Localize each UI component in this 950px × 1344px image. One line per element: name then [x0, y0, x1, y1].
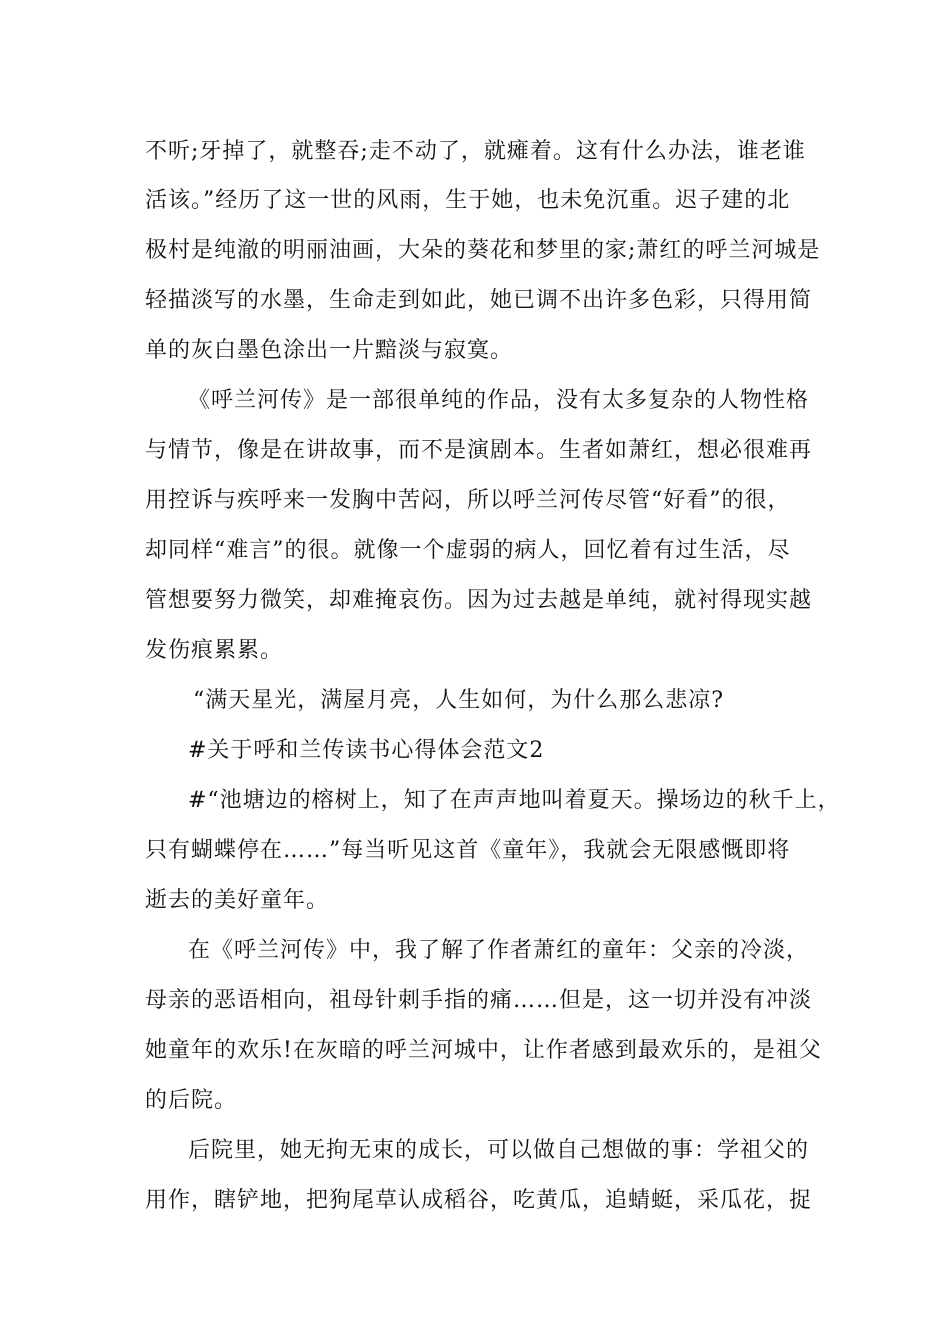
text-line: 母亲的恶语相向，祖母针刺手指的痛……但是，这一切并没有冲淡: [145, 988, 813, 1013]
text-line: 与情节，像是在讲故事，而不是演剧本。生者如萧红，想必很难再: [145, 438, 813, 463]
text-line: 单的灰白墨色涂出一片黯淡与寂寞。: [145, 338, 514, 363]
section-heading: #关于呼和兰传读书心得体会范文2: [188, 738, 545, 763]
text-line: 只有蝴蝶停在……”每当听见这首《童年》，我就会无限感慨即将: [145, 838, 791, 863]
text-line: 用作，瞎铲地，把狗尾草认成稻谷，吃黄瓜，追蜻蜓，采瓜花，捉: [145, 1188, 813, 1213]
text-line: 逝去的美好童年。: [145, 888, 330, 913]
text-line: 轻描淡写的水墨，生命走到如此，她已调不出许多色彩，只得用简: [145, 288, 813, 313]
text-line: 她童年的欢乐!在灰暗的呼兰河城中，让作者感到最欢乐的，是祖父: [145, 1038, 822, 1063]
text-line: 不听;牙掉了，就整吞;走不动了，就瘫着。这有什么办法，谁老谁: [145, 139, 806, 164]
paragraph-start-line: 后院里，她无拘无束的成长，可以做自己想做的事：学祖父的: [188, 1138, 810, 1163]
text-line: 用控诉与疾呼来一发胸中苦闷，所以呼兰河传尽管“好看”的很，: [145, 488, 791, 513]
text-line: 极村是纯澈的明丽油画，大朵的葵花和梦里的家;萧红的呼兰河城是: [145, 238, 821, 263]
paragraph-start-line: #“池塘边的榕树上，知了在声声地叫着夏天。操场边的秋千上，: [188, 788, 841, 813]
paragraph-start-line: 《呼兰河传》是一部很单纯的作品，没有太多复杂的人物性格: [188, 388, 810, 413]
text-line: 发伤痕累累。: [145, 638, 284, 663]
quote-line: “满天星光，满屋月亮，人生如何，为什么那么悲凉?: [193, 688, 725, 713]
text-line: 管想要努力微笑，却难掩哀伤。因为过去越是单纯，就衬得现实越: [145, 588, 813, 613]
text-line: 活该。”经历了这一世的风雨，生于她，也未免沉重。迟子建的北: [145, 188, 791, 213]
paragraph-start-line: 在《呼兰河传》中，我了解了作者萧红的童年：父亲的冷淡，: [188, 938, 810, 963]
text-line: 却同样“难言”的很。就像一个虚弱的病人，回忆着有过生活，尽: [145, 538, 791, 563]
text-line: 的后院。: [145, 1088, 238, 1113]
